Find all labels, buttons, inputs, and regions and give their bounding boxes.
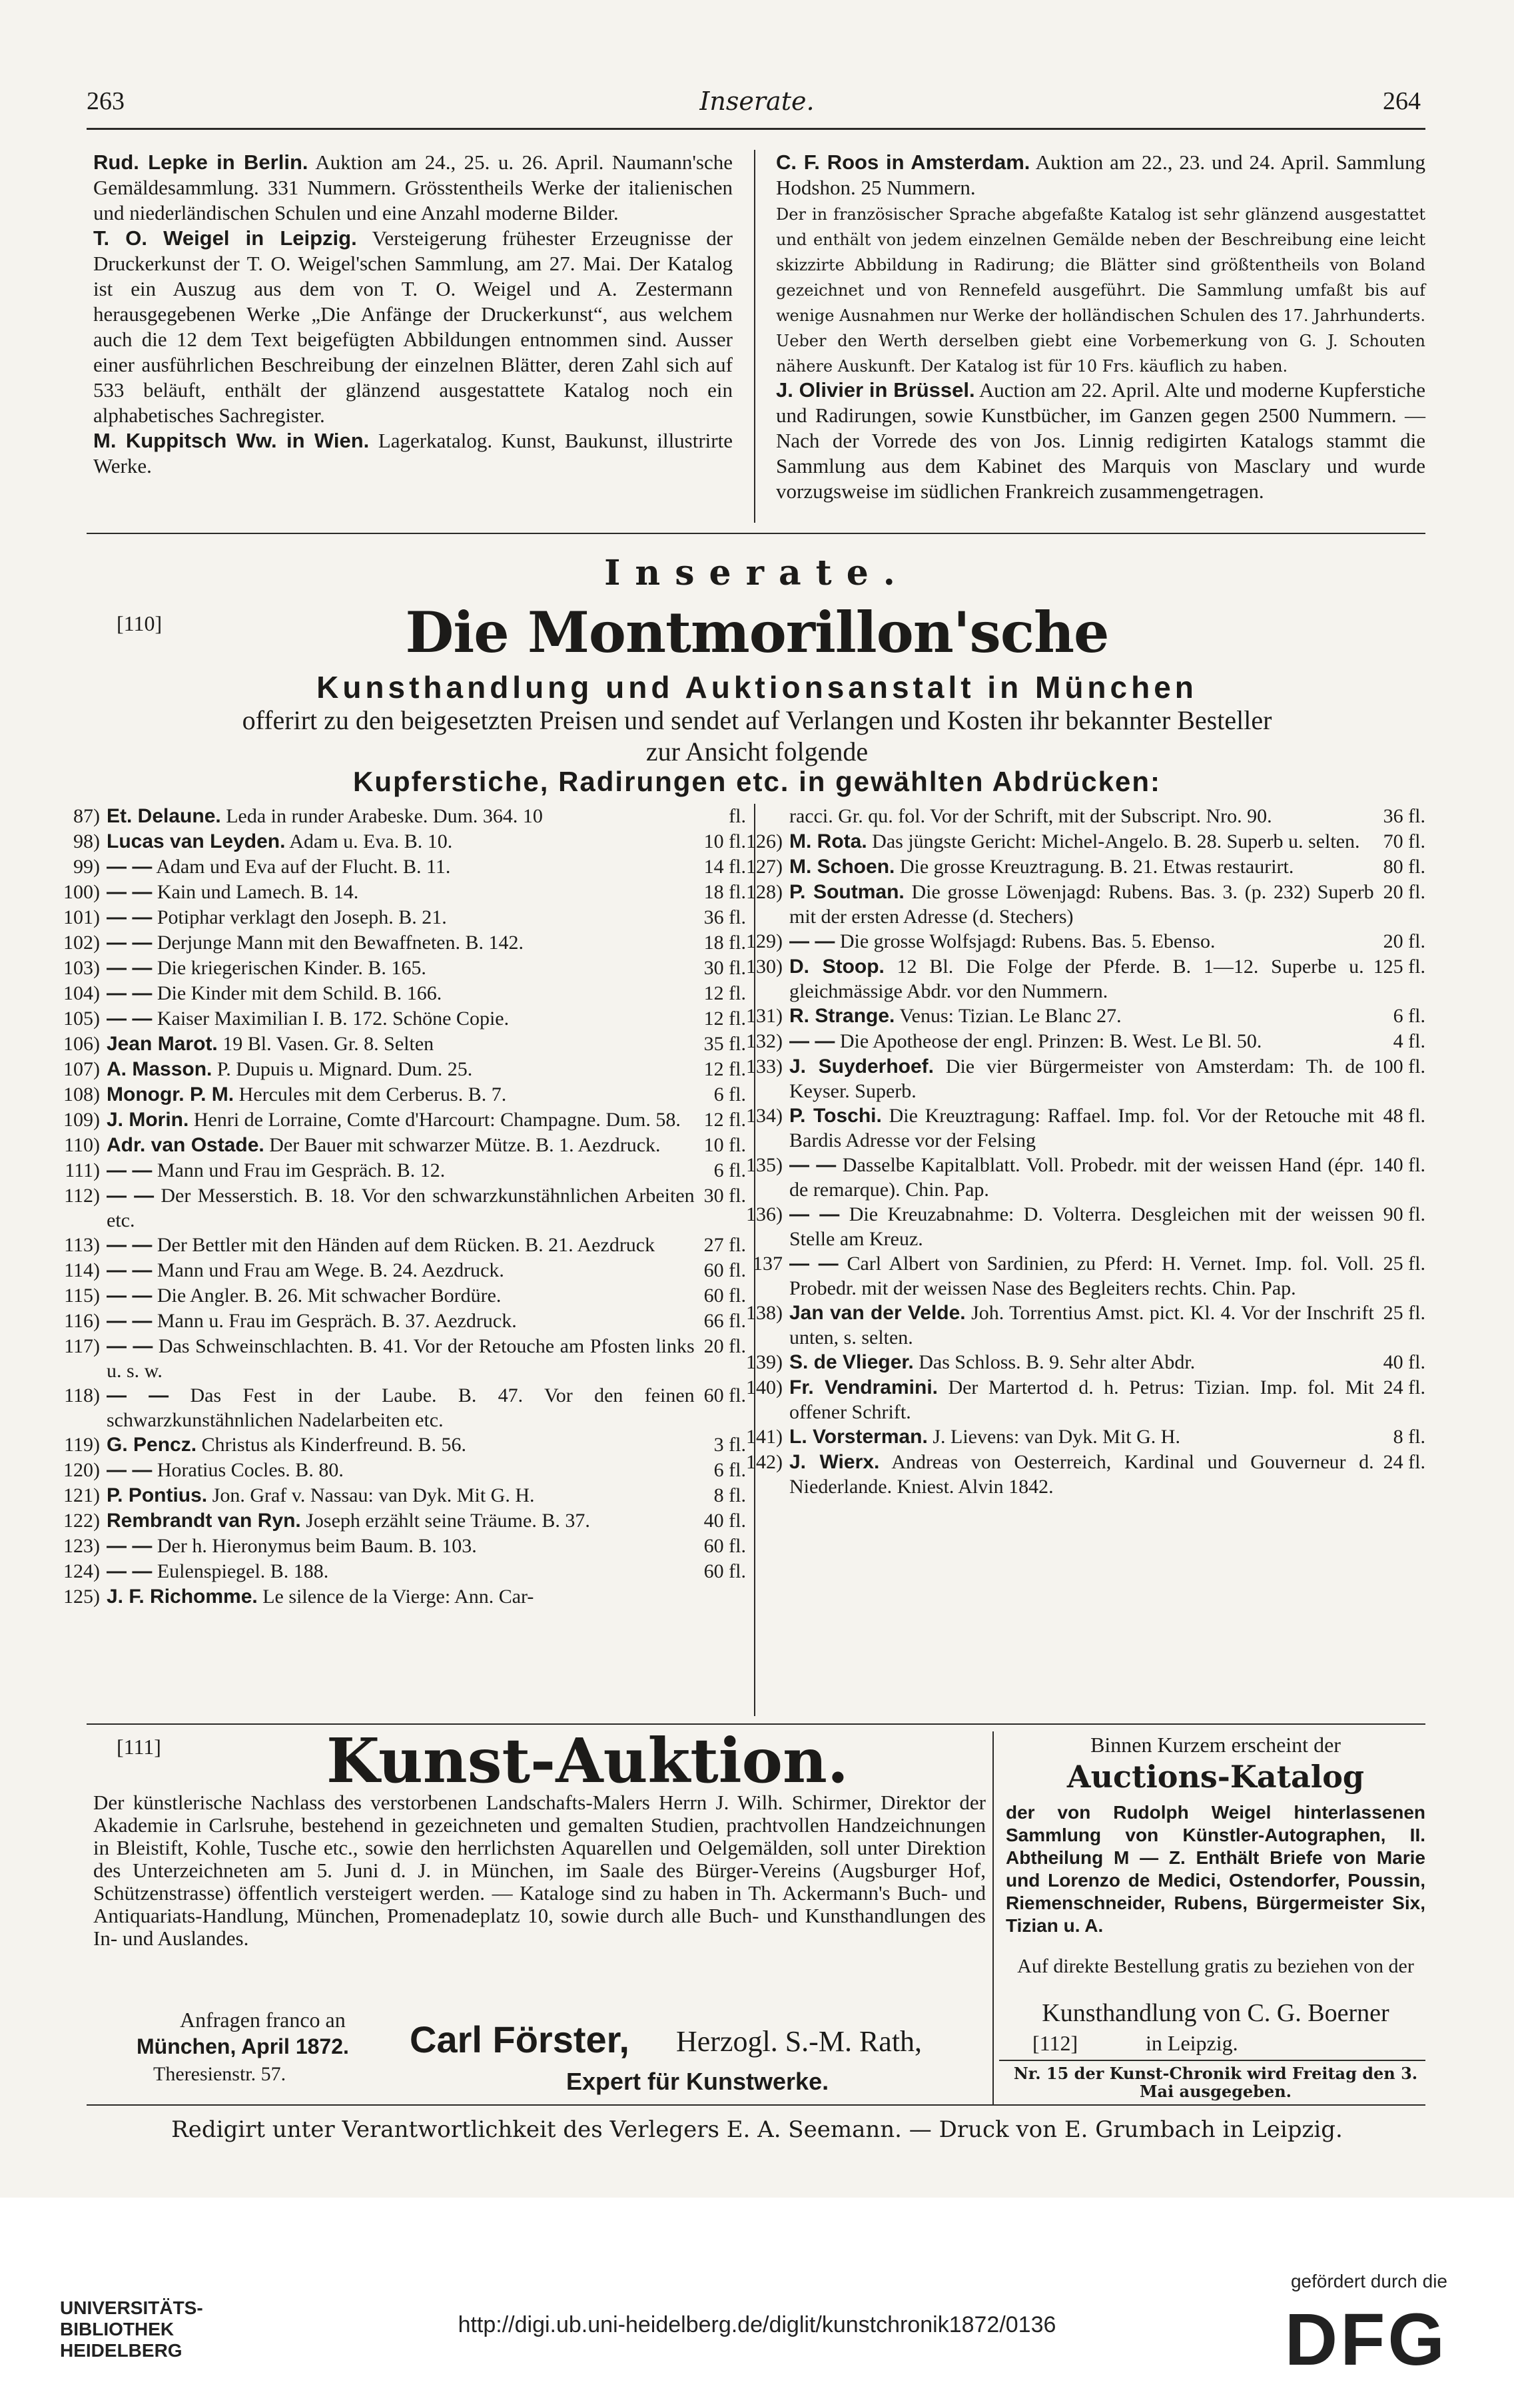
entry-description: Die kriegerischen Kinder. B. 165.: [157, 957, 426, 979]
ad-tag-112: [112]: [1032, 2031, 1078, 2055]
artist-name: — —: [107, 957, 153, 979]
list-entry: [27, 1032, 746, 1057]
firm-name: J. Olivier in Brüssel.: [776, 378, 975, 402]
entry-number: 110): [64, 1134, 100, 1156]
entry-description: Die Angler. B. 26. Mit schwacher Bordüre.: [157, 1285, 502, 1307]
list-entry: [27, 1559, 746, 1584]
artist-name: J. Suyderhoef.: [789, 1055, 934, 1077]
list-entry: [709, 1103, 1425, 1153]
entry-description: Eulenspiegel. B. 188.: [157, 1560, 329, 1582]
list-entry: [27, 1057, 746, 1082]
firm-name: T. O. Weigel in Leipzig.: [93, 226, 357, 250]
entry-number: 101): [63, 906, 100, 928]
list-entry: [27, 1258, 746, 1283]
entry-number: 141): [746, 1426, 783, 1448]
artist-name: — —: [789, 1030, 835, 1052]
running-header: Inserate.: [699, 87, 815, 116]
entry-price: 36 fl.: [703, 906, 746, 928]
artist-name: — —: [107, 932, 153, 954]
list-entry: [27, 1082, 746, 1107]
entry-description: Die grosse Kreuztragung. B. 21. Etwas restaurirt.: [899, 856, 1294, 878]
list-entry: [27, 1158, 746, 1183]
entry-price: 30 fl.: [703, 1185, 746, 1207]
firm-name: Rud. Lepke in Berlin.: [93, 150, 308, 174]
list-entry: [27, 956, 746, 981]
artist-name: — —: [789, 1154, 837, 1176]
ad-111-title: Kunst-Auktion.: [326, 1725, 849, 1797]
entry-description: Der h. Hieronymus beim Baum. B. 103.: [157, 1535, 477, 1557]
entry-description: Die Apotheose der engl. Prinzen: B. West. Le Bl. 50.: [839, 1030, 1262, 1052]
entry-number: 124): [63, 1560, 100, 1582]
entry-price: 6 fl.: [1393, 1005, 1425, 1027]
notice-rule: [999, 2060, 1425, 2061]
entry-price: 140 fl.: [1373, 1154, 1425, 1176]
entry-price: 60 fl.: [703, 1384, 746, 1406]
entry-price: 66 fl.: [703, 1310, 746, 1332]
entry-price: fl.: [729, 805, 746, 827]
entry-number: 127): [746, 856, 783, 878]
entry-price: 10 fl.: [703, 1134, 746, 1156]
entry-price: 24 fl.: [1383, 1376, 1425, 1398]
artist-name: — —: [107, 1008, 153, 1030]
entry-description: Die grosse Löwenjagd: Rubens. Bas. 3. (p. 232) Superb mit der ersten Adresse (d. Stechers): [789, 881, 1374, 928]
entry-number: 98): [73, 830, 100, 852]
entry-number: 111): [65, 1159, 100, 1181]
entry-description: Kain und Lamech. B. 14.: [157, 881, 359, 903]
list-entry: [709, 804, 1425, 829]
artist-name: — —: [107, 856, 153, 878]
list-entry: [27, 1309, 746, 1334]
entry-price: 24 fl.: [1383, 1451, 1425, 1473]
entry-number: 125): [63, 1586, 100, 1608]
entry-number: 118): [64, 1384, 100, 1406]
ad-112-intro: Binnen Kurzem erscheint der: [1090, 1733, 1341, 1757]
entry-description: Mann und Frau am Wege. B. 24. Aezdruck.: [157, 1259, 504, 1281]
entry-price: 20 fl.: [703, 1335, 746, 1357]
artist-name: — —: [107, 1384, 169, 1406]
list-entry: [709, 1251, 1425, 1301]
entry-number: 129): [746, 930, 783, 952]
ad-110-intro-line-2: zur Ansicht folgende: [645, 737, 869, 766]
list-entry: [27, 905, 746, 930]
ad-111-street: Theresienstr. 57.: [153, 2063, 286, 2085]
list-entry: [27, 1508, 746, 1534]
artist-name: — —: [789, 1203, 840, 1225]
entry-description: Le silence de la Vierge: Ann. Car-: [262, 1586, 534, 1608]
announcement-text: Auction am 22. April. Alte und moderne Kupferstiche und Radirungen, sowie Kunstbücher, im Ganzen gegen 2500 Nummern. — Nach der Vorrede des von Jos. Linnig redigirten Katalogs stammt die Sammlung aus dem Kabinet des Marquis von Masclary und wurde vorzugsweise im südlichen Frankreich zusammengetragen.: [776, 378, 1425, 503]
entry-description: Joseph erzählt seine Träume. B. 37.: [306, 1510, 590, 1532]
artist-name: S. de Vlieger.: [789, 1351, 914, 1373]
artist-name: M. Rota.: [789, 830, 867, 852]
entry-number: 107): [63, 1058, 100, 1080]
entry-description: 12 Bl. Die Folge der Pferde. B. 1—12. Superbe u. gleichmässige Abdr. vor den Nummern.: [789, 956, 1364, 1002]
artist-name: — —: [107, 1259, 153, 1281]
entry-price: 80 fl.: [1383, 856, 1425, 878]
list-entry: [27, 1107, 746, 1133]
ad-112-body: der von Rudolph Weigel hinterlassenen Sammlung von Künstler-Autographen, II. Abtheilung M — Z. Enthält Briefe von Marie und Lorenzo de Medici, Ostendorfer, Poussin, Riemenschneider, Rubens, Bürgermeister Six, Tizian u. A.: [1006, 1802, 1425, 1936]
list-entry: [27, 1283, 746, 1309]
ad-111-signer-title: Herzogl. S.-M. Rath,: [676, 2025, 923, 2058]
list-entry: [27, 1483, 746, 1508]
announcement: [93, 226, 733, 428]
entry-price: 18 fl.: [703, 881, 746, 903]
entry-price: 100 fl.: [1373, 1055, 1425, 1077]
entry-price: 48 fl.: [1383, 1105, 1425, 1127]
entry-price: 27 fl.: [703, 1234, 746, 1256]
entry-price: 90 fl.: [1383, 1203, 1425, 1225]
entry-description: P. Dupuis u. Mignard. Dum. 25.: [216, 1058, 473, 1080]
entry-description: Die Kinder mit dem Schild. B. 166.: [157, 982, 442, 1004]
entry-number: 103): [63, 957, 100, 979]
artist-name: — —: [107, 1234, 153, 1256]
entry-description: Die grosse Wolfsjagd: Rubens. Bas. 5. Ebenso.: [839, 930, 1216, 952]
entry-number: 133): [746, 1055, 783, 1077]
entry-description: Leda in runder Arabeske. Dum. 364. 10: [226, 805, 543, 827]
list-entry: [27, 854, 746, 880]
ad-112-title: Auctions-Katalog: [1066, 1759, 1365, 1795]
entry-description: racci. Gr. qu. fol. Vor der Schrift, mit der Subscript. Nro. 90.: [789, 805, 1272, 827]
artist-name: — —: [107, 1285, 153, 1307]
entry-number: 131): [746, 1005, 783, 1027]
announcement: [776, 150, 1425, 200]
ad-tag-110: [110]: [117, 611, 163, 635]
entry-number: 87): [73, 805, 100, 827]
catalog-note: Der in französischer Sprache abgefaßte Katalog ist sehr glänzend ausgestattet und enthält von jedem einzelnen Gemälde neben der Beschreibung eine leicht skizzirte Abbildung in Radirung; die Blätter sind größtentheils von Boland gezeichnet und von Rennefeld ausgeführt. Die Sammlung umfaßt bis auf wenige Ausnahmen nur Werke der holländischen Schulen des 17. Jahrhunderts. Ueber den Werth derselben giebt eine Vorbemerkung von G. J. Schouten nähere Auskunft. Der Katalog ist für 10 Frs. käuflich zu haben.: [776, 205, 1425, 376]
entry-number: 109): [63, 1109, 100, 1131]
artist-name: — —: [107, 906, 153, 928]
entry-description: Henri de Lorraine, Comte d'Harcourt: Champagne. Dum. 58.: [193, 1109, 681, 1131]
entry-number: 112): [64, 1185, 100, 1207]
artist-name: — —: [789, 930, 835, 952]
entry-number: 115): [64, 1285, 100, 1307]
artist-name: — —: [107, 1310, 153, 1332]
entry-description: Das Schweinschlachten. B. 41. Vor der Retouche am Pfosten links u. s. w.: [107, 1335, 695, 1382]
artist-name: A. Masson.: [107, 1058, 212, 1080]
section-rule: [87, 533, 1425, 534]
list-entry: [27, 1383, 746, 1432]
entry-description: Potiphar verklagt den Joseph. B. 21.: [157, 906, 447, 928]
list-entry: [709, 1054, 1425, 1103]
artist-name: — —: [107, 1185, 155, 1207]
list-entry: [27, 1183, 746, 1233]
imprint: Redigirt unter Verantwortlichkeit des Verlegers E. A. Seemann. — Druck von E. Grumbach in Leipzig.: [171, 2116, 1343, 2143]
artist-name: P. Soutman.: [789, 881, 905, 903]
announcement: [776, 378, 1425, 504]
ad-tag-111: [111]: [117, 1735, 161, 1759]
entry-number: 120): [63, 1459, 100, 1481]
list-entry: [27, 804, 746, 829]
announcement-text: Versteigerung frühester Erzeugnisse der Druckerkunst der T. O. Weigel'schen Sammlung, am 27. Mai. Der Katalog ist ein Auszug aus dem von T. O. Weigel und A. Zestermann herausgegebenen Werke „Die Anfänge der Druckerkunst“, aus welchem auch die 12 dem Text beigefügten Abbildungen entnommen sind. Ausser einer ausführlichen Beschreibung der einzelnen Blätter, deren Zahl sich auf 533 beläuft, enthält der glänzend ausgestattete Katalog noch ein alphabetisches Sachregister.: [93, 226, 733, 427]
ad-112-order: Auf direkte Bestellung gratis zu beziehen von der: [1017, 1955, 1414, 1977]
entry-description: Venus: Tizian. Le Blanc 27.: [899, 1005, 1122, 1027]
artist-name: — —: [789, 1253, 839, 1275]
artist-name: R. Strange.: [789, 1005, 895, 1027]
artist-name: — —: [107, 1159, 153, 1181]
entry-price: 12 fl.: [703, 1008, 746, 1030]
artist-name: — —: [107, 1535, 153, 1557]
artist-name: Monogr. P. M.: [107, 1083, 234, 1105]
artist-name: — —: [107, 1335, 153, 1357]
entry-price: 36 fl.: [1383, 805, 1425, 827]
entry-description: Der Bauer mit schwarzer Mütze. B. 1. Aezdruck.: [269, 1134, 661, 1156]
entry-number: 105): [63, 1008, 100, 1030]
artist-name: Rembrandt van Ryn.: [107, 1510, 301, 1532]
entry-number: 130): [746, 956, 783, 978]
library-line-2: BIBLIOTHEK: [60, 2319, 175, 2339]
ad-111-anfragen: Anfragen franco an: [180, 2008, 346, 2032]
entry-price: 60 fl.: [703, 1560, 746, 1582]
list-entry: [27, 1458, 746, 1483]
ad-110-intro-line: offerirt zu den beigesetzten Preisen und sendet auf Verlangen und Kosten ihr bekannter Besteller: [242, 705, 1272, 735]
entry-price: 125 fl.: [1373, 956, 1425, 978]
list-entry: [709, 829, 1425, 854]
entry-description: Mann und Frau im Gespräch. B. 12.: [157, 1159, 446, 1181]
ad-110-subtitle: Kunsthandlung und Auktionsanstalt in München: [316, 670, 1198, 705]
entry-price: 25 fl.: [1383, 1302, 1425, 1324]
artist-name: — —: [107, 1560, 153, 1582]
entry-description: Andreas von Oesterreich, Kardinal und Gouverneur d. Niederlande. Kniest. Alvin 1842.: [789, 1451, 1374, 1498]
announcement: [776, 200, 1425, 378]
library-line-1: UNIVERSITÄTS-: [60, 2297, 203, 2318]
announcement-text: Auktion am 24., 25. u. 26. April. Naumann'sche Gemäldesammlung. 331 Nummern. Grösstentheils Werke der italienischen und niederländischen Schulen und eine Anzahl moderne Bilder.: [93, 150, 733, 224]
list-entry: [709, 1301, 1425, 1350]
entry-price: 40 fl.: [1383, 1351, 1425, 1373]
entry-price: 4 fl.: [1393, 1030, 1425, 1052]
entry-description: Der Martertod d. h. Petrus: Tizian. Imp. fol. Mit offener Schrift.: [789, 1376, 1374, 1423]
artist-name: G. Pencz.: [107, 1434, 197, 1456]
artist-name: P. Pontius.: [107, 1484, 208, 1506]
list-entry: [709, 1004, 1425, 1029]
list-entry: [709, 1424, 1425, 1450]
permalink[interactable]: http://digi.ub.uni-heidelberg.de/diglit/kunstchronik1872/0136: [458, 2312, 1056, 2337]
ad-112-city: in Leipzig.: [1146, 2031, 1238, 2055]
entry-number: 140): [746, 1376, 783, 1398]
entry-price: 60 fl.: [703, 1285, 746, 1307]
entry-price: 6 fl.: [713, 1083, 746, 1105]
list-entry: [709, 880, 1425, 929]
artist-name: Et. Delaune.: [107, 805, 221, 827]
list-entry: [709, 1375, 1425, 1424]
artist-name: Jan van der Velde.: [789, 1302, 966, 1324]
ad-111-body: Der künstlerische Nachlass des verstorbenen Landschafts-Malers Herrn J. Wilh. Schirmer, Direktor der Akademie in Carlsruhe, bestehend in gezeichneten und gemalten Studien, prachtvollen Handzeichnungen in Bleistift, Kohle, Tusche etc., sowie den herrlichsten Aquarellen und Oelgemälden, soll unter Direktion des Unterzeichneten am 5. Juni d. J. in München, im Saale des Bürger-Vereins (Augsburger Hof, Schützenstrasse) öffentlich versteigert werden. — Kataloge sind zu haben in Th. Ackermann's Buch- und Antiquariats-Handlung, München, Promenadeplatz 10, sowie durch alle Buch- und Kunsthandlungen des In- und Auslandes.: [93, 1791, 986, 1950]
entry-description: Der Messerstich. B. 18. Vor den schwarzkunstähnlichen Arbeiten etc.: [107, 1185, 695, 1231]
artist-name: J. F. Richomme.: [107, 1586, 258, 1608]
entry-description: Dasselbe Kapitalblatt. Voll. Probedr. mit der weissen Hand (épr. de remarque). Chin. Pap.: [789, 1154, 1364, 1201]
artist-name: P. Toschi.: [789, 1105, 882, 1127]
header-rule: [87, 128, 1425, 130]
library-line-3: HEIDELBERG: [60, 2340, 183, 2361]
artist-name: J. Morin.: [107, 1109, 189, 1131]
entry-number: 136): [746, 1203, 783, 1225]
ad-112-firm: Kunsthandlung von C. G. Boerner: [1042, 1999, 1389, 2027]
list-entry: [709, 1202, 1425, 1251]
entry-price: 18 fl.: [703, 932, 746, 954]
artist-name: — —: [107, 881, 153, 903]
artist-name: M. Schoen.: [789, 856, 895, 878]
entry-price: 14 fl.: [703, 856, 746, 878]
entry-price: 30 fl.: [703, 957, 746, 979]
list-entry: [27, 1432, 746, 1458]
page-number-left: 263: [87, 87, 125, 115]
entry-number: 132): [746, 1030, 783, 1052]
list-entry: [709, 1450, 1425, 1499]
entry-price: 60 fl.: [703, 1259, 746, 1281]
announcement-text: Auktion am 22., 23. und 24. April. Sammlung Hodshon. 25 Nummern.: [776, 150, 1425, 199]
entry-number: 119): [64, 1434, 100, 1456]
price-list-left: [27, 804, 746, 1610]
entry-description: Das Schloss. B. 9. Sehr alter Abdr.: [919, 1351, 1196, 1373]
entry-number: 138): [746, 1302, 783, 1324]
entry-description: Jon. Graf v. Nassau: van Dyk. Mit G. H.: [212, 1484, 535, 1506]
entry-price: 12 fl.: [703, 982, 746, 1004]
entry-description: Hercules mit dem Cerberus. B. 7.: [238, 1083, 507, 1105]
imprint-rule: [87, 2104, 1425, 2106]
entry-number: 128): [746, 881, 783, 903]
entry-price: 10 fl.: [703, 830, 746, 852]
entry-price: 3 fl.: [713, 1434, 746, 1456]
list-entry: [709, 954, 1425, 1004]
artist-name: Jean Marot.: [107, 1033, 218, 1055]
entry-description: Carl Albert von Sardinien, zu Pferd: H. Vernet. Imp. fol. Voll. Probedr. mit der weissen Nase des Begleiters rechts. Chin. Pap.: [789, 1253, 1374, 1299]
list-entry: [27, 1006, 746, 1032]
entry-description: Die Kreuzabnahme: D. Volterra. Desgleichen mit der weissen Stelle am Kreuz.: [789, 1203, 1374, 1250]
entry-price: 8 fl.: [1393, 1426, 1425, 1448]
entry-number: 122): [63, 1510, 100, 1532]
list-entry: [27, 1133, 746, 1158]
entry-description: Mann u. Frau im Gespräch. B. 37. Aezdruck.: [157, 1310, 517, 1332]
price-list-right: [709, 804, 1425, 1499]
entry-description: 19 Bl. Vasen. Gr. 8. Selten: [222, 1033, 434, 1055]
list-entry: [709, 1350, 1425, 1375]
digitization-footer: [0, 2198, 1514, 2408]
entry-number: 113): [64, 1234, 100, 1256]
list-entry: [27, 1534, 746, 1559]
entry-price: 12 fl.: [703, 1058, 746, 1080]
artist-name: J. Wierx.: [789, 1451, 880, 1473]
entry-number: 137: [753, 1253, 783, 1275]
entry-number: 117): [64, 1335, 100, 1357]
entry-description: Der Bettler mit den Händen auf dem Rücken. B. 21. Aezdruck: [157, 1234, 655, 1256]
list-entry: [709, 1153, 1425, 1202]
entry-price: 70 fl.: [1383, 830, 1425, 852]
announcement: [93, 428, 733, 479]
entry-number: 142): [746, 1451, 783, 1473]
entry-description: Joh. Torrentius Amst. pict. Kl. 4. Vor der Inschrift unten, s. selten.: [789, 1302, 1374, 1349]
entry-number: 99): [73, 856, 100, 878]
entry-number: 114): [64, 1259, 100, 1281]
entry-description: Die Kreuztragung: Raffael. Imp. fol. Vor der Retouche mit Bardis Adresse vor der Felsing: [789, 1105, 1374, 1151]
list-entry: [27, 930, 746, 956]
dfg-logo: DFG: [1284, 2299, 1447, 2381]
column-divider: [754, 150, 755, 523]
entry-number: 123): [63, 1535, 100, 1557]
entry-number: 134): [746, 1105, 783, 1127]
artist-name: Fr. Vendramini.: [789, 1376, 938, 1398]
firm-name: C. F. Roos in Amsterdam.: [776, 150, 1030, 174]
entry-price: 20 fl.: [1383, 930, 1425, 952]
entry-description: Horatius Cocles. B. 80.: [157, 1459, 344, 1481]
artist-name: Adr. van Ostade.: [107, 1134, 264, 1156]
entry-description: Adam und Eva auf der Flucht. B. 11.: [156, 856, 451, 878]
entry-price: 6 fl.: [713, 1459, 746, 1481]
list-entry: [27, 1334, 746, 1383]
entry-description: Die vier Bürgermeister von Amsterdam: Th. de Keyser. Superb.: [789, 1055, 1364, 1102]
list-entry: [27, 880, 746, 905]
entry-description: Christus als Kinderfreund. B. 56.: [201, 1434, 467, 1456]
announcement: [93, 150, 733, 226]
entry-description: Derjunge Mann mit den Bewaffneten. B. 142.: [157, 932, 524, 954]
column-divider-3: [992, 1731, 994, 2104]
ad-111-city-date: München, April 1872.: [137, 2034, 349, 2058]
entry-price: 12 fl.: [703, 1109, 746, 1131]
issue-notice: Nr. 15 der Kunst-Chronik wird Freitag den 3. Mai ausgegeben.: [1013, 2064, 1418, 2101]
entry-description: Kaiser Maximilian I. B. 172. Schöne Copie.: [157, 1008, 510, 1030]
ad-111-signer: Carl Förster,: [410, 2018, 629, 2060]
page-number-right: 264: [1383, 87, 1421, 115]
ad-110-title: Die Montmorillon'sche: [405, 599, 1109, 665]
list-entry: [27, 829, 746, 854]
entry-price: 60 fl.: [703, 1535, 746, 1557]
entry-number: 116): [64, 1310, 100, 1332]
funded-by: gefördert durch die: [1290, 2271, 1447, 2291]
artist-name: D. Stoop.: [789, 956, 885, 978]
entry-description: J. Lievens: van Dyk. Mit G. H.: [933, 1426, 1180, 1448]
list-entry: [709, 929, 1425, 954]
artist-name: Lucas van Leyden.: [107, 830, 286, 852]
announcements-right-column: [776, 150, 1425, 504]
list-entry: [709, 854, 1425, 880]
announcement-text: Lagerkatalog. Kunst, Baukunst, illustrirte Werke.: [93, 429, 733, 477]
list-entry: [709, 1029, 1425, 1054]
entry-number: 135): [746, 1154, 783, 1176]
entry-price: 35 fl.: [703, 1033, 746, 1055]
artist-name: L. Vorsterman.: [789, 1426, 928, 1448]
entry-number: 121): [63, 1484, 100, 1506]
artist-name: — —: [107, 1459, 153, 1481]
entry-number: 139): [746, 1351, 783, 1373]
entry-number: 106): [63, 1033, 100, 1055]
entry-number: 108): [63, 1083, 100, 1105]
announcements-left-column: [93, 150, 733, 479]
entry-price: 8 fl.: [713, 1484, 746, 1506]
list-entry: [27, 981, 746, 1006]
entry-number: 100): [63, 881, 100, 903]
entry-number: 126): [746, 830, 783, 852]
entry-price: 25 fl.: [1383, 1253, 1425, 1275]
entry-description: Das Fest in der Laube. B. 47. Vor den feinen schwarzkunstähnlichen Nadelarbeiten etc.: [107, 1384, 695, 1431]
firm-name: M. Kuppitsch Ww. in Wien.: [93, 429, 370, 452]
list-entry: [27, 1233, 746, 1258]
artist-name: — —: [107, 982, 153, 1004]
entry-price: 40 fl.: [703, 1510, 746, 1532]
list-entry: [27, 1584, 746, 1610]
entry-price: 20 fl.: [1383, 881, 1425, 903]
entry-number: 104): [63, 982, 100, 1004]
entry-number: 102): [63, 932, 100, 954]
entry-description: Adam u. Eva. B. 10.: [289, 830, 453, 852]
entry-price: 6 fl.: [713, 1159, 746, 1181]
entry-description: Das jüngste Gericht: Michel-Angelo. B. 28. Superb u. selten.: [872, 830, 1360, 852]
ad-110-heading: Kupferstiche, Radirungen etc. in gewählten Abdrücken:: [353, 766, 1161, 797]
ad-111-expert: Expert für Kunstwerke.: [566, 2068, 829, 2095]
inserate-title: Inserate.: [604, 553, 910, 593]
